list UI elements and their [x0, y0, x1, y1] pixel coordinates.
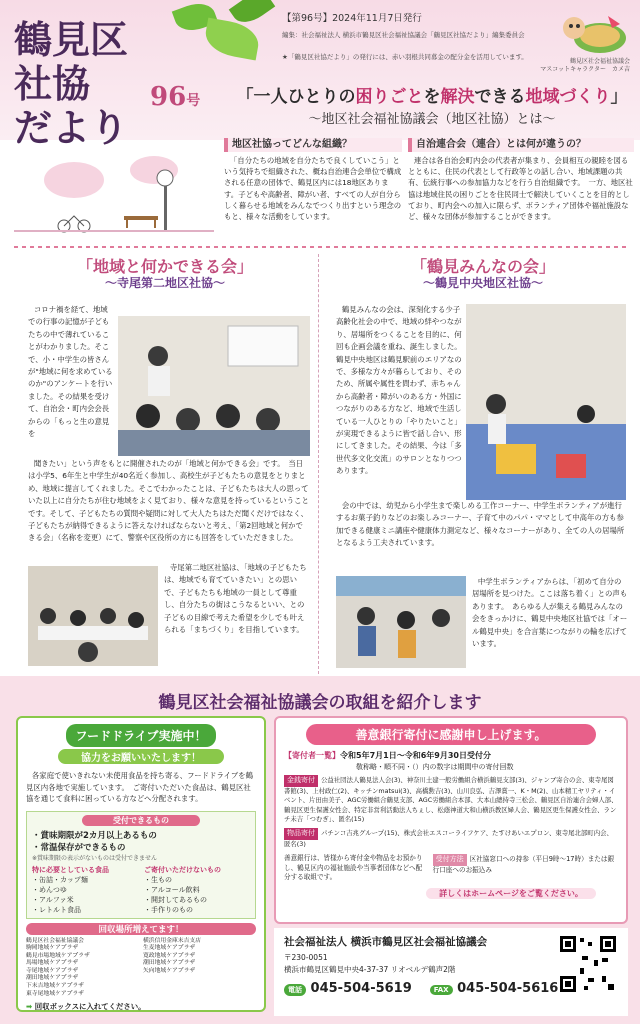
list-item: 下末吉地域ケアプラザ: [26, 983, 84, 990]
list-item: ・生もの: [144, 875, 172, 884]
list-item: 鶴見市場地域ケアプラザ: [26, 952, 90, 959]
divider: [14, 246, 626, 248]
list-item: 東寺尾地域ケアプラザ: [26, 990, 84, 997]
article-text: 寺尾第二地区社協は、「地域の子どもたちは、地域でも育てていきたい」との思いで、子どもたちも地域の一員として尊重し、自分たちの街はこうなるといい、との子どもの目線で考えた希望を少しでも叶えられる「まちづくり」を目指しています。: [164, 563, 307, 635]
title-line: だより: [14, 105, 129, 150]
goods-donors: 物品寄付 パチンコ吉兆グループ(15)、株式会社エスコーライフケア、たすけあいエプロン、東寺尾北部町内会、匿名(3): [284, 828, 613, 848]
article-text: 会の中では、幼児から小学生まで楽しめる工作コーナー、中学生ボランティアが進行するお菓子釣りなどのお楽しみコーナー、子育て中のパパ・ママとして中高年の方も参加できる健康ミニ講座や健康体力測定など、様々なコーナーがあり、全ての人の居場所となるよう工夫されています。: [336, 501, 625, 548]
list-item: ・缶詰・カップ麺: [32, 875, 88, 884]
period: 令和5年7月1日～令和6年9月30日受付分: [340, 751, 491, 760]
list-item: 寛政地域ケアプラザ: [143, 952, 196, 959]
donation-title: 善意銀行寄付に感謝申し上げます。: [306, 724, 596, 745]
fax: FAX 045-504-5616: [430, 981, 559, 996]
contact-panel: [274, 928, 628, 1016]
address: 横浜市鶴見区鶴見中央4-37-37 リオベルデ鶴声2階: [284, 965, 456, 974]
article-title: 「鶴見みんなの会」: [410, 257, 555, 276]
issue-number: 96号: [150, 82, 201, 112]
article-text: 中学生ボランティアからは、「初めて自分の居場所を見つけた。ここは落ち着く」との声もあります。 あらゆる人が集える鶴見みんなの会をきっかけに、鶴見中央地区社協では「オール鶴見中央」を合言葉につながりの輪を広げています。: [472, 577, 628, 649]
list-item: 横浜信用金庫末吉支店: [143, 937, 201, 944]
title-line: 社協: [14, 61, 91, 106]
list-item: ・アルファ米: [32, 895, 74, 904]
money-donors: 金銭寄付 公益社団法人鶴見法人会(3)、神奈川土建一般労働組合横浜鶴見支部(3)、ジャンブ寄合の会、東寺尾図書館(3)、上村政仁(2)、キッチンmatsui(3)、高橋勲吉(3)、山川良弘、吉澤賞一、K・M(2)、山本精工ヤリティ・イベント、片田由美子、AGC労働組合鶴見支部、AGC労働組合本部、大本山總持寺三松会、鶴見区自治連合会婦人部、鶴見区更生保護女性会、特定非営利活動法人ちぇし、松蔭神道大和山横浜教区婦人会、鶴見区更生保護女性会、ランチ未吉「つむぎ」、匿名(15): [284, 776, 618, 824]
list-item: ・アルコール飲料: [144, 885, 200, 894]
article-subtitle: ～鶴見中央地区社協～: [422, 276, 543, 290]
accept-note: ※賞味期限の表示がないものは受付できません: [32, 854, 158, 862]
turtle-mascot-icon: [560, 10, 630, 56]
food-drive-subtitle: 協力をお願いいたします！: [58, 749, 224, 764]
feature-subheadline: ～地区社会福祉協議会（地区社協）とは～: [308, 112, 556, 127]
food-drive-panel: [16, 716, 266, 1012]
bank-about: 善意銀行は、皆様から寄付金や物品をお預かりし、鶴見区内の福祉施設や当事者団体などへ配分する取組です。: [284, 854, 423, 882]
wanted-list: 特に必要としている食品 ・缶詰・カップ麺 ・めんつゆ ・アルファ米 ・レトルト食品: [32, 865, 138, 915]
publisher-line: 編集：社会福祉法人 横浜市鶴見区社会福祉協議会「鶴見区社協だより」編集委員会: [282, 31, 525, 39]
question-heading: 地区社協ってどんな組織？: [224, 138, 402, 152]
list-item: ・開封してあるもの: [144, 895, 207, 904]
qr-code-icon[interactable]: [558, 934, 618, 994]
list-item: ・レトルト食品: [32, 905, 81, 914]
list-item: 生麦地域ケアプラザ: [143, 945, 196, 952]
volunteer-photo: [336, 576, 466, 668]
accept-header: 受付できるもの: [82, 815, 200, 826]
answer-text: 「自分たちの地域を自分たちで良くしていこう」という気持ちで組織された、概ね自治連合会単位で構成される任意の団体で、鶴見区内には18地区あります。子どもや高齢者、障がい者、すべての人が自分らしく暮らせる地域をみんなでつくり出すという理念のもと、様々な活動をしています。: [224, 156, 402, 222]
list-item: 鶴見区社会福祉協議会: [26, 937, 84, 944]
answer-text: 連合は各自治会町内会の代表者が集まり、会員相互の親睦を図るとともに、住民の代表として行政等との話し合い、地域課題の共有、伝統行事への参加協力などを行う自治組織です。 一方、地区社協は地域住民の困りごとを住民同士で解決していくことを目的としており、町内会への加入に限らず、ボランティア団体や福祉施設など、様々な団体が参加することができます。: [408, 156, 633, 222]
list-item: 駒岡地域ケアプラザ: [26, 945, 79, 952]
article-title: 「地域と何かできる会」: [76, 257, 253, 276]
accept-box: [26, 811, 256, 919]
list-item: ・めんつゆ: [32, 885, 67, 894]
article-subtitle: ～寺尾第二地区社協～: [104, 276, 225, 290]
reject-list: ご寄付いただけないもの ・生もの ・アルコール飲料 ・開封してあるもの ・手作りのもの: [144, 865, 250, 915]
food-drive-intro: 各家庭で使いきれない未使用食品を持ち寄る、フードドライブを鶴見区内各地で実施しています。 ご寄付いただいた食品は、鶴見区社協を通じて食料に困っている方などへ分配されます。: [26, 771, 253, 803]
workshop-photo: [28, 566, 158, 666]
list-item: 馬場地域ケアプラザ: [26, 960, 79, 967]
zip-code: 〒230-0051: [284, 953, 328, 962]
section-title: 鶴見区社会福祉協議会の取組を紹介します: [158, 693, 482, 713]
location-list: [26, 938, 256, 999]
list-item: 矢向地域ケアプラザ: [143, 967, 196, 974]
mascot-caption: 鶴見区社会福祉協議会 マスコットキャラクター カメ吉: [540, 58, 630, 73]
donation-bank-panel: [274, 716, 628, 924]
column-divider: [318, 254, 319, 674]
bank-hours: 受付方法 区社協窓口への持参（平日9時～17時）または銀行口座へのお振込み: [432, 855, 615, 874]
article-text: 聞きたい」という声をもとに開催されたのが「地域と何かできる会」です。 当日は小学5、6年生と中学生が40名近く参加し、高校生が子どもたちの意見をとりまとめ、地域に提言してくれました。そこでわかったことは、子どもたちは大人の思っていた以上に自分たちが住む地域をよく見ており、様々な意見を持っているということです。そして、子どもたちの質問や疑問に対して大人たちはただ聞くだけではなく、子どもたちが納得できるように答えなければならないと考え、「第2回地域と何かできる会」（名称を変更）にて、警察や区役所の方にも回答をしていただきました。: [28, 459, 309, 543]
locations-header: 回収場所増えてます！: [26, 923, 256, 935]
box-note: ➡ 回収ボックスに入れてください。: [26, 1002, 146, 1012]
order-note: 敬称略・順不同・（）内の数字は期間中の寄付回数: [356, 763, 514, 771]
feature-headline: 「一人ひとりの困りごとを解決できる地域づくり」: [236, 87, 628, 107]
accept-rule: ・賞味期限が2カ月以上あるもの: [32, 830, 157, 841]
food-drive-title: フードドライブ実施中！: [66, 724, 217, 747]
phone: 電話 045-504-5619: [284, 981, 412, 996]
meeting-photo: [118, 316, 310, 456]
title-line: 鶴見区: [14, 17, 129, 62]
org-name: 社会福祉法人 横浜市鶴見区社会福祉協議会: [284, 936, 488, 948]
list-item: 潮田地域ケアプラザ: [26, 975, 79, 982]
question-heading: 自治連合会（連合）とは何が違うの？: [408, 138, 634, 152]
list-item: 潮田地域ケアプラザ: [143, 960, 196, 967]
article-text: コロナ禍を経て、地域での行事の記憶が子どもたちの中で薄れていることがわかりました。そこで、小・中学生の皆さんが"地域に何を求めているのか"のアンケートを行いました。その結果を受けて、自治会・町内会会長からの「もっと生の意見を: [28, 305, 113, 439]
park-illustration: [14, 140, 214, 240]
homepage-link[interactable]: 詳しくはホームページをご覧ください。: [426, 888, 596, 899]
arrow-icon: ➡: [26, 1002, 33, 1012]
qa-block: [224, 138, 402, 222]
notice-line: ★「鶴見区社協だより」の発行には、赤い羽根共同募金の配分金を活用しています。: [282, 53, 528, 61]
accept-rule: ・常温保存ができるもの: [32, 842, 126, 853]
list-item: 寺尾地域ケアプラザ: [26, 967, 79, 974]
issue-date: 【第96号】2024年11月7日発行: [282, 13, 422, 24]
qa-block: [408, 138, 634, 222]
play-area-photo: [466, 304, 626, 500]
list-item: ・手作りのもの: [144, 905, 193, 914]
article-text: 鶴見みんなの会は、深刻化する少子高齢化社会の中で、地域の絆やつながり、居場所をつくることを目的に、何回も企画会議を重ね、誕生しました。 鶴見中央地区は鶴見駅前のエリアなので、多様な方々が暮らしており、そのため、所属や属性を問わず、赤ちゃんから高齢者・障がいのある方・外国につながりのある方など、地域で生活している一人ひとりの「やりたいこと」が実現できるように皆で話し合い、形にしてきました。その結果、今は「多世代多文化交流」のサロンとなりつつあります。: [336, 305, 466, 476]
period-label: 【寄付者一覧】: [284, 751, 340, 760]
